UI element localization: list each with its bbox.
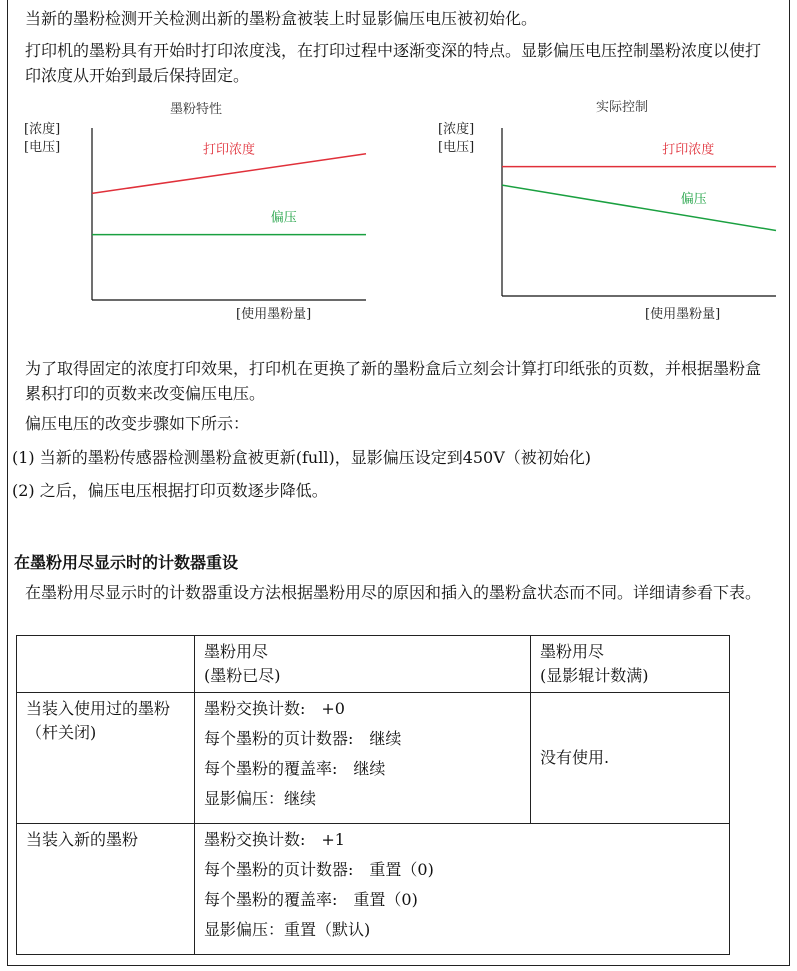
row2-label: 当装入新的墨粉 bbox=[17, 824, 195, 955]
body-paragraph-4: 偏压电压的改变步骤如下所示： bbox=[25, 414, 250, 433]
header-empty-cell bbox=[17, 636, 195, 693]
table-header-row bbox=[17, 636, 730, 693]
chart1-ylabel-line2: [电压] bbox=[24, 140, 61, 155]
chart2-series-line-2 bbox=[502, 185, 776, 230]
section-heading: 在墨粉用尽显示时的计数器重设 bbox=[14, 553, 239, 572]
row1-line-2: 每个墨粉的页计数器: 继续 bbox=[204, 729, 402, 748]
chart1-xlabel: [使用墨粉量] bbox=[236, 307, 312, 322]
header-roller-full-line1: 墨粉用尽 bbox=[540, 642, 605, 661]
table-row bbox=[17, 693, 730, 824]
body-paragraph-3: 为了取得固定的浓度打印效果，打印机在更换了新的墨粉盒后立刻会计算打印纸张的页数，并根据墨粉盒累积打印的页数来改变偏压电压。 bbox=[25, 359, 762, 403]
header-cell-toner-empty bbox=[195, 636, 531, 693]
chart1-series-line-1 bbox=[92, 154, 366, 194]
row2-line-4: 显影偏压：重置（默认) bbox=[204, 920, 371, 939]
row1-line-4: 显影偏压：继续 bbox=[204, 789, 317, 808]
row1-settings bbox=[195, 693, 531, 824]
row2-settings bbox=[195, 824, 730, 955]
counter-reset-table bbox=[16, 635, 730, 955]
chart2-ylabel-line2: [电压] bbox=[438, 140, 475, 155]
row2-line-3: 每个墨粉的覆盖率: 重置（0) bbox=[204, 890, 418, 909]
chart2-xlabel: [使用墨粉量] bbox=[645, 307, 721, 322]
row1-label: 当装入使用过的墨粉（杆关闭) bbox=[17, 693, 195, 824]
header-cell-roller-full bbox=[531, 636, 730, 693]
chart1-ylabel-line1: [浓度] bbox=[24, 122, 61, 137]
table-row bbox=[17, 824, 730, 955]
chart2-ylabel-line1: [浓度] bbox=[438, 122, 475, 137]
header-roller-full-line2: (显影辊计数满) bbox=[540, 666, 649, 685]
header-toner-empty-line1: 墨粉用尽 bbox=[204, 642, 269, 661]
row1-line-1: 墨粉交换计数: +0 bbox=[204, 699, 345, 718]
chart1-series-label-2: 偏压 bbox=[270, 210, 297, 226]
chart1-title: 墨粉特性 bbox=[170, 102, 223, 117]
row2-line-2: 每个墨粉的页计数器: 重置（0) bbox=[204, 860, 434, 879]
row1-col3: 没有使用. bbox=[531, 693, 730, 824]
step-1: (1) 当新的墨粉传感器检测墨粉盒被更新(full)，显影偏压设定到450V（被初始化) bbox=[12, 448, 592, 467]
row1-line-3: 每个墨粉的覆盖率: 继续 bbox=[204, 759, 386, 778]
intro-paragraph-2: 打印机的墨粉具有开始时打印浓度浅，在打印过程中逐渐变深的特点。显影偏压电压控制墨粉浓度以使打印浓度从开始到最后保持固定。 bbox=[25, 41, 762, 85]
row2-line-1: 墨粉交换计数: +1 bbox=[204, 830, 345, 849]
chart2-title: 实际控制 bbox=[596, 100, 649, 115]
chart1-series-label-1: 打印浓度 bbox=[202, 142, 256, 158]
section-paragraph: 在墨粉用尽显示时的计数器重设方法根据墨粉用尽的原因和插入的墨粉盒状态而不同。详细请参看下表。 bbox=[25, 583, 762, 602]
step-2: (2) 之后，偏压电压根据打印页数逐步降低。 bbox=[12, 481, 328, 500]
chart2-series-label-1: 打印浓度 bbox=[662, 142, 715, 158]
intro-paragraph-1: 当新的墨粉检测开关检测出新的墨粉盒被装上时显影偏压电压被初始化。 bbox=[25, 9, 538, 28]
header-toner-empty-line2: (墨粉已尽) bbox=[204, 666, 281, 685]
chart2-series-label-2: 偏压 bbox=[680, 191, 707, 207]
